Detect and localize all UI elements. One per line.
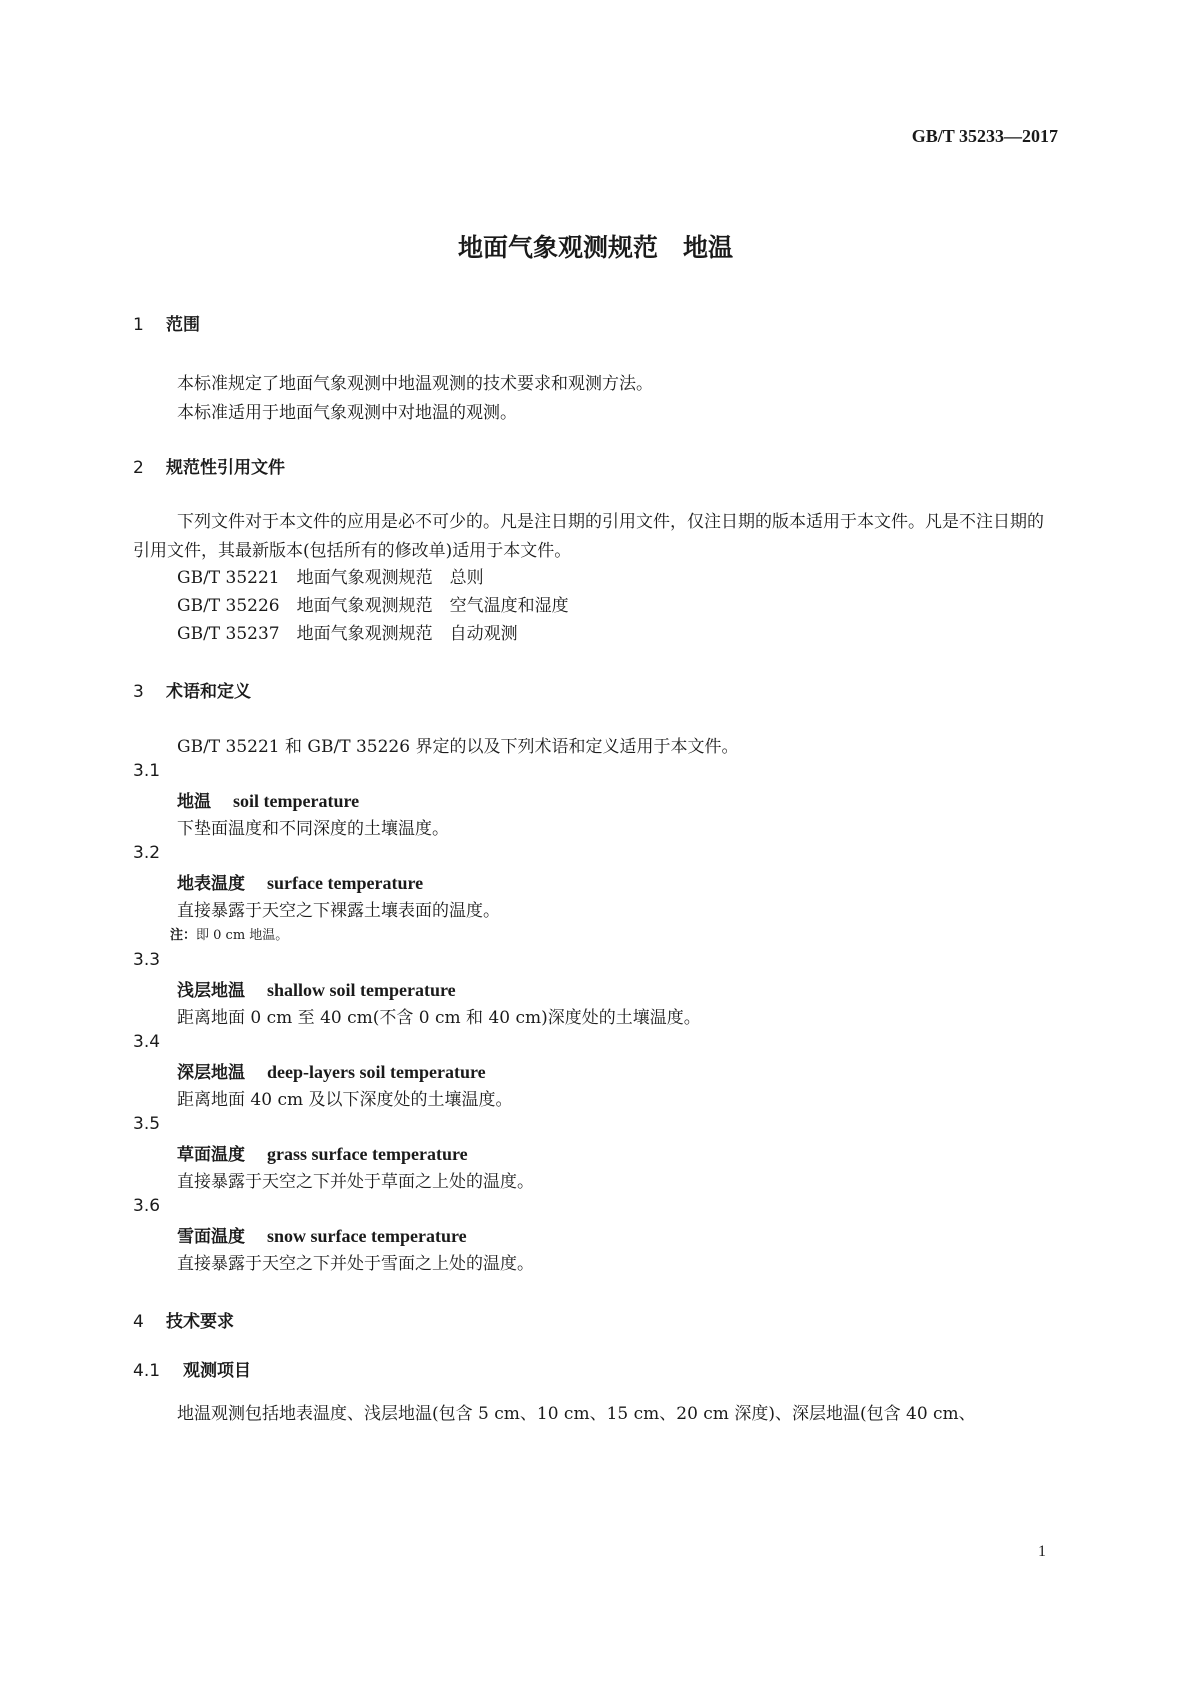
paragraph: 本标准适用于地面气象观测中对地温的观测。: [177, 403, 517, 423]
section-1-heading: [133, 310, 200, 335]
note-text: 即 0 cm 地温。: [196, 928, 289, 943]
clause-number: 3.5: [133, 1114, 161, 1134]
document-title: 地面气象观测规范 地温: [457, 233, 733, 262]
section-number: 1: [133, 315, 144, 335]
section-number: 4: [133, 1312, 144, 1332]
term-heading: [177, 1058, 486, 1083]
subsection-4-1-heading: [133, 1356, 251, 1381]
note: [170, 924, 288, 943]
subsection-title: 观测项目: [183, 1361, 251, 1381]
term-chinese: 草面温度: [177, 1145, 245, 1165]
term-definition: 直接暴露于天空之下并处于草面之上处的温度。: [177, 1172, 534, 1192]
term-definition: 距离地面 40 cm 及以下深度处的土壤温度。: [177, 1090, 513, 1110]
reference-item: GB/T 35221 地面气象观测规范 总则: [177, 568, 484, 588]
section-2-heading: [133, 453, 285, 478]
term-heading: [177, 1222, 467, 1247]
section-title: 规范性引用文件: [166, 458, 285, 478]
term-definition: 下垫面温度和不同深度的土壤温度。: [177, 819, 449, 839]
section-title: 技术要求: [166, 1312, 234, 1332]
note-label: 注：: [170, 928, 197, 943]
term-english: snow surface temperature: [267, 1226, 467, 1246]
term-chinese: 深层地温: [177, 1063, 245, 1083]
paragraph: GB/T 35221 和 GB/T 35226 界定的以及下列术语和定义适用于本文件。: [177, 737, 739, 757]
term-chinese: 地温: [177, 792, 211, 812]
clause-number: 3.3: [133, 950, 161, 970]
term-chinese: 浅层地温: [177, 981, 245, 1001]
term-definition: 直接暴露于天空之下裸露土壤表面的温度。: [177, 901, 500, 921]
term-heading: [177, 976, 456, 1001]
section-number: 3: [133, 682, 144, 702]
standard-code: GB/T 35233—2017: [911, 126, 1058, 146]
clause-number: 3.4: [133, 1032, 161, 1052]
section-title: 范围: [166, 315, 200, 335]
subsection-number: 4.1: [133, 1361, 161, 1381]
section-title: 术语和定义: [166, 682, 251, 702]
term-heading: [177, 869, 423, 894]
term-chinese: 地表温度: [177, 874, 245, 894]
clause-number: 3.2: [133, 843, 161, 863]
term-english: deep-layers soil temperature: [267, 1062, 486, 1082]
section-number: 2: [133, 458, 144, 478]
term-english: shallow soil temperature: [267, 980, 456, 1000]
section-4-heading: [133, 1307, 234, 1332]
term-definition: 距离地面 0 cm 至 40 cm(不含 0 cm 和 40 cm)深度处的土壤温度。: [177, 1008, 701, 1028]
term-heading: [177, 787, 359, 812]
term-chinese: 雪面温度: [177, 1227, 245, 1247]
section-3-heading: [133, 677, 251, 702]
term-heading: [177, 1140, 468, 1165]
term-english: grass surface temperature: [267, 1144, 468, 1164]
term-english: soil temperature: [233, 791, 360, 811]
paragraph: 地温观测包括地表温度、浅层地温(包含 5 cm、10 cm、15 cm、20 cm 深度)、深层地温(包含 40 cm、: [177, 1404, 976, 1424]
reference-item: GB/T 35237 地面气象观测规范 自动观测: [177, 624, 518, 644]
paragraph: 下列文件对于本文件的应用是必不可少的。凡是注日期的引用文件，仅注日期的版本适用于本文件。凡是不注日期的引用文件，其最新版本(包括所有的修改单)适用于本文件。: [133, 512, 1044, 561]
clause-number: 3.6: [133, 1196, 161, 1216]
page-number: 1: [1038, 1543, 1046, 1560]
paragraph: 本标准规定了地面气象观测中地温观测的技术要求和观测方法。: [177, 374, 653, 394]
term-english: surface temperature: [267, 873, 424, 893]
reference-item: GB/T 35226 地面气象观测规范 空气温度和湿度: [177, 596, 569, 616]
term-definition: 直接暴露于天空之下并处于雪面之上处的温度。: [177, 1254, 534, 1274]
clause-number: 3.1: [133, 761, 161, 781]
